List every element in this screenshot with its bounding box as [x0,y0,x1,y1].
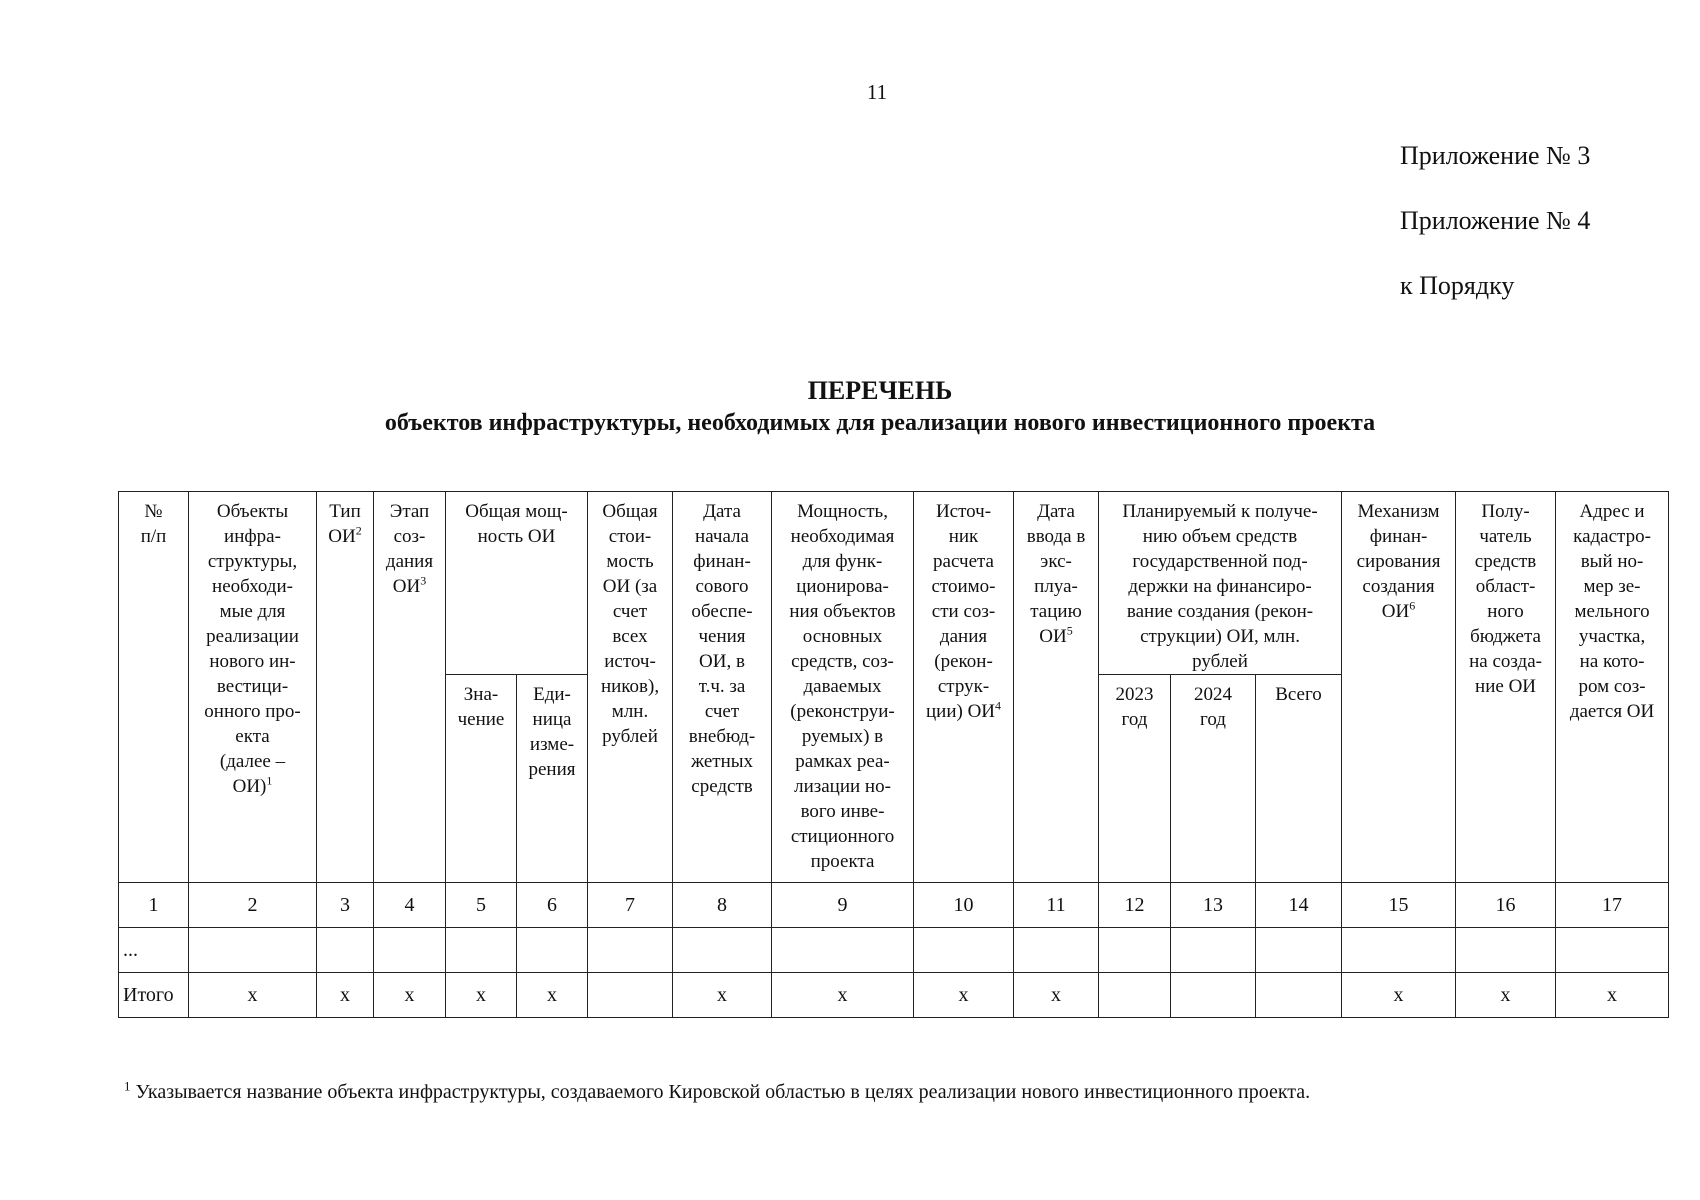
header-capacity-value: Зна- чение [446,675,517,883]
table-cell [1256,928,1342,973]
column-number: 14 [1256,883,1342,928]
table-cell: х [1556,973,1669,1018]
header-total: Всего [1256,675,1342,883]
table-cell [1556,928,1669,973]
infrastructure-table [118,491,1669,1018]
table-cell [317,928,374,973]
table-cell [914,928,1014,973]
column-number: 5 [446,883,517,928]
table-cell: х [1342,973,1456,1018]
appendix-line-3: к Порядку [1400,271,1515,300]
table-cell: х [517,973,588,1018]
header-commissioning-date: Дата ввода в экс- плуа- тацию $ОИ^5$ [1014,492,1099,883]
header-address-cadastral: Адрес и кадастро- вый но- мер зе- мельного участка, на кото- ром соз- дается ОИ [1556,492,1669,883]
column-number: 11 [1014,883,1099,928]
table-cell: х [673,973,772,1018]
table-cell [517,928,588,973]
header-cost-source: Источ- ник расчета стоимо- сти соз- дания (рекон- струк- ции) $ОИ^4$ [914,492,1014,883]
footnote-text: Указывается название объекта инфраструктуры, создаваемого Кировской областью в целях реализации нового инвестиционного проекта. [135,1081,1311,1103]
table-cell: х [772,973,914,1018]
header-financing-mechanism: Механизм финан- сирования создания $ОИ^6$ [1342,492,1456,883]
column-number: 13 [1171,883,1256,928]
column-number: 8 [673,883,772,928]
table-cell: х [446,973,517,1018]
table-cell [374,928,446,973]
table-cell: х [1456,973,1556,1018]
table-cell [1456,928,1556,973]
table-cell [588,973,673,1018]
page-number: 11 [866,80,888,104]
table-cell: х [189,973,317,1018]
appendix-line-1: Приложение № 3 [1400,141,1591,170]
header-type: Тип $ОИ^2$ [317,492,374,883]
header-objects: Объекты инфра- структуры, необходи- мые для реализации нового ин- вестици- онного про- екта (далее – ОИ)$^1$ [189,492,317,883]
header-financing-start: Дата начала финан- сового обеспе- чения ОИ, в т.ч. за счет внебюд- жетных средств [673,492,772,883]
header-year-2023: 2023 год [1099,675,1171,883]
table-cell: х [317,973,374,1018]
table-cell [1014,928,1099,973]
column-number: 3 [317,883,374,928]
table-cell [1342,928,1456,973]
header-required-capacity: Мощность, необходимая для функ- ционирова- ния объектов основных средств, соз- даваемых (реконструи- руемых) в рамках реа- лизации но- вого инве- стиционного проекта [772,492,914,883]
table-cell [772,928,914,973]
footnote [124,1080,1624,1104]
column-number: 17 [1556,883,1669,928]
table-cell: ... [119,928,189,973]
appendix-line-2: Приложение № 4 [1400,206,1591,235]
table-cell [1256,973,1342,1018]
header-capacity-unit: Еди- ница изме- рения [517,675,588,883]
table-cell [1171,973,1256,1018]
table-cell [588,928,673,973]
table-cell [446,928,517,973]
table-cell: х [1014,973,1099,1018]
header-funds-recipient: Полу- чатель средств област- ного бюджета на созда- ние ОИ [1456,492,1556,883]
column-number: 7 [588,883,673,928]
column-number: 12 [1099,883,1171,928]
column-number: 6 [517,883,588,928]
header-total-cost: Общая стои- мость ОИ (за счет всех источ- ников), млн. рублей [588,492,673,883]
table-cell [1099,928,1171,973]
header-planned-support: Планируемый к получе- нию объем средств государственной под- держки на финансиро- вание создания (рекон- струкции) ОИ, млн. рублей [1099,492,1342,675]
column-number: 9 [772,883,914,928]
column-number: 10 [914,883,1014,928]
column-number: 4 [374,883,446,928]
footnote-marker: 1 [124,1078,131,1094]
header-total-capacity: Общая мощ- ность ОИ [446,492,588,675]
table-header-row-1 [119,492,1669,675]
total-row [119,973,1669,1018]
header-number: № п/п [119,492,189,883]
column-number: 16 [1456,883,1556,928]
table-cell [1099,973,1171,1018]
table-cell: х [914,973,1014,1018]
column-number: 1 [119,883,189,928]
table-cell [1171,928,1256,973]
column-number: 15 [1342,883,1456,928]
column-number: 2 [189,883,317,928]
total-label: Итого [119,973,189,1018]
column-numbers-row [119,883,1669,928]
table-row [119,928,1669,973]
table-cell [673,928,772,973]
table-cell [189,928,317,973]
document-title: ПЕРЕЧЕНЬ [807,376,953,405]
document-heading [220,374,1540,438]
header-year-2024: 2024 год [1171,675,1256,883]
header-stage: Этап соз- дания $ОИ^3$ [374,492,446,883]
appendix-block [1400,140,1680,335]
table-cell: х [374,973,446,1018]
document-subtitle: объектов инфраструктуры, необходимых для реализации нового инвестиционного проекта [384,410,1376,436]
